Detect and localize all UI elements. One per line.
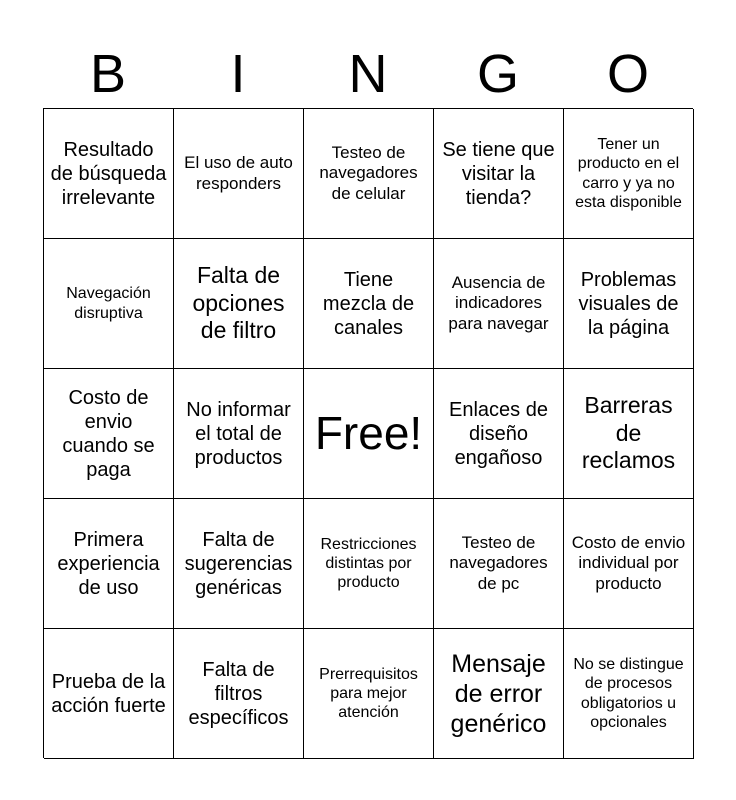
bingo-cell[interactable]: Costo de envio cuando se paga — [44, 369, 174, 499]
bingo-cell[interactable]: Se tiene que visitar la tienda? — [434, 109, 564, 239]
bingo-cell[interactable]: Falta de filtros específicos — [174, 629, 304, 759]
bingo-cell[interactable]: El uso de auto responders — [174, 109, 304, 239]
bingo-cell[interactable]: Mensaje de error genérico — [434, 629, 564, 759]
bingo-cell[interactable]: Problemas visuales de la página — [564, 239, 694, 369]
bingo-cell[interactable]: No se distingue de procesos obligatorios u opcionales — [564, 629, 694, 759]
header-letter-g: G — [476, 44, 519, 104]
bingo-cell[interactable]: Testeo de navegadores de celular — [304, 109, 434, 239]
free-space-cell[interactable]: Free! — [304, 369, 434, 499]
bingo-cell[interactable]: Restricciones distintas por producto — [304, 499, 434, 629]
header-letter-o: O — [606, 44, 649, 104]
bingo-cell[interactable]: Ausencia de indicadores para navegar — [434, 239, 564, 369]
bingo-cell[interactable]: Falta de sugerencias genéricas — [174, 499, 304, 629]
bingo-cell[interactable]: Testeo de navegadores de pc — [434, 499, 564, 629]
bingo-header — [43, 40, 693, 108]
header-letter-b: B — [89, 44, 127, 104]
header-letter-n: N — [348, 44, 388, 104]
bingo-cell[interactable]: Navegación disruptiva — [44, 239, 174, 369]
bingo-cell[interactable]: Prerrequisitos para mejor atención — [304, 629, 434, 759]
bingo-cell[interactable]: Falta de opciones de filtro — [174, 239, 304, 369]
bingo-cell[interactable]: Primera experiencia de uso — [44, 499, 174, 629]
bingo-cell[interactable]: Tiene mezcla de canales — [304, 239, 434, 369]
bingo-cell[interactable]: Tener un producto en el carro y ya no esta disponible — [564, 109, 694, 239]
bingo-cell[interactable]: Prueba de la acción fuerte — [44, 629, 174, 759]
bingo-cell[interactable]: No informar el total de productos — [174, 369, 304, 499]
bingo-board — [43, 108, 693, 758]
bingo-cell[interactable]: Enlaces de diseño engañoso — [434, 369, 564, 499]
bingo-cell[interactable]: Barreras de reclamos — [564, 369, 694, 499]
bingo-cell[interactable]: Resultado de búsqueda irrelevante — [44, 109, 174, 239]
bingo-cell[interactable]: Costo de envio individual por producto — [564, 499, 694, 629]
header-letter-i: I — [230, 44, 246, 104]
